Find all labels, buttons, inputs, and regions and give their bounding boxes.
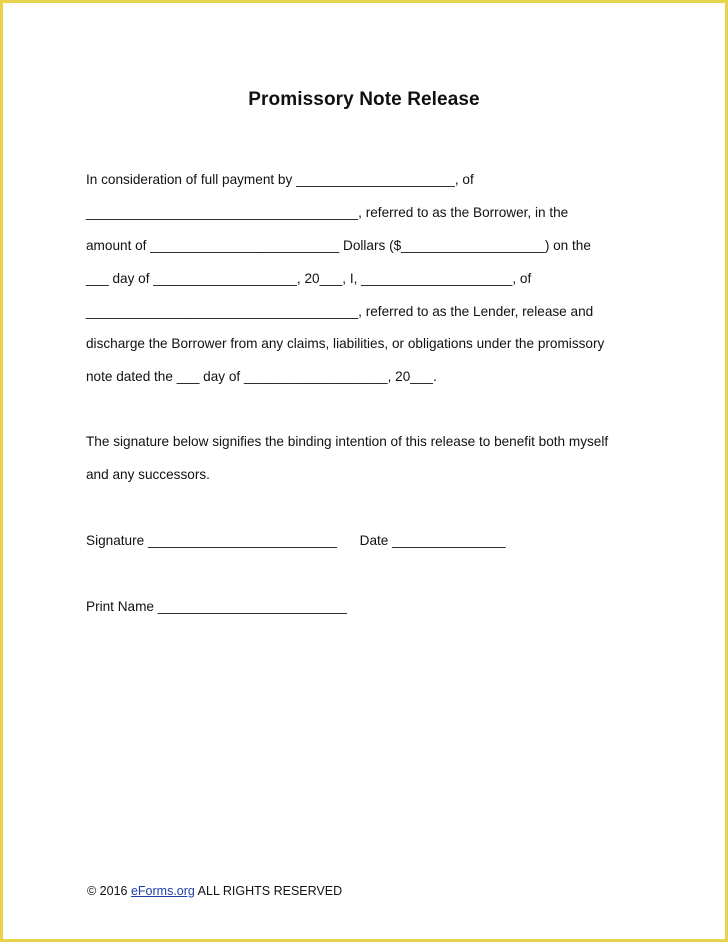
- signature-date-line: Signature _________________________ Date _______________: [86, 533, 506, 548]
- paragraph-line-2: ____________________________________, referred to as the Borrower, in the: [86, 205, 569, 220]
- paragraph-line-4: ___ day of ___________________, 20___, I, ____________________, of: [86, 271, 532, 286]
- footer: [87, 884, 342, 898]
- footer-copyright: © 2016: [87, 884, 131, 898]
- paragraph-line-3: amount of _________________________ Dollars ($___________________) on the: [86, 238, 591, 253]
- paragraph-line-1: In consideration of full payment by _____________________, of: [86, 172, 474, 187]
- page-title: Promissory Note Release: [248, 89, 480, 110]
- paragraph-line-6: discharge the Borrower from any claims, liabilities, or obligations under the promissory: [86, 336, 605, 351]
- paragraph-line-7: note dated the ___ day of ___________________, 20___.: [86, 369, 437, 384]
- signature-paragraph-line-1: The signature below signifies the binding intention of this release to benefit both myself: [86, 434, 609, 449]
- print-name-line: Print Name _________________________: [86, 599, 347, 614]
- signature-paragraph-line-2: and any successors.: [86, 467, 210, 482]
- footer-link[interactable]: eForms.org: [130, 884, 195, 898]
- paragraph-line-5: ____________________________________, referred to as the Lender, release and: [86, 304, 594, 319]
- footer-rights: ALL RIGHTS RESERVED: [194, 884, 343, 898]
